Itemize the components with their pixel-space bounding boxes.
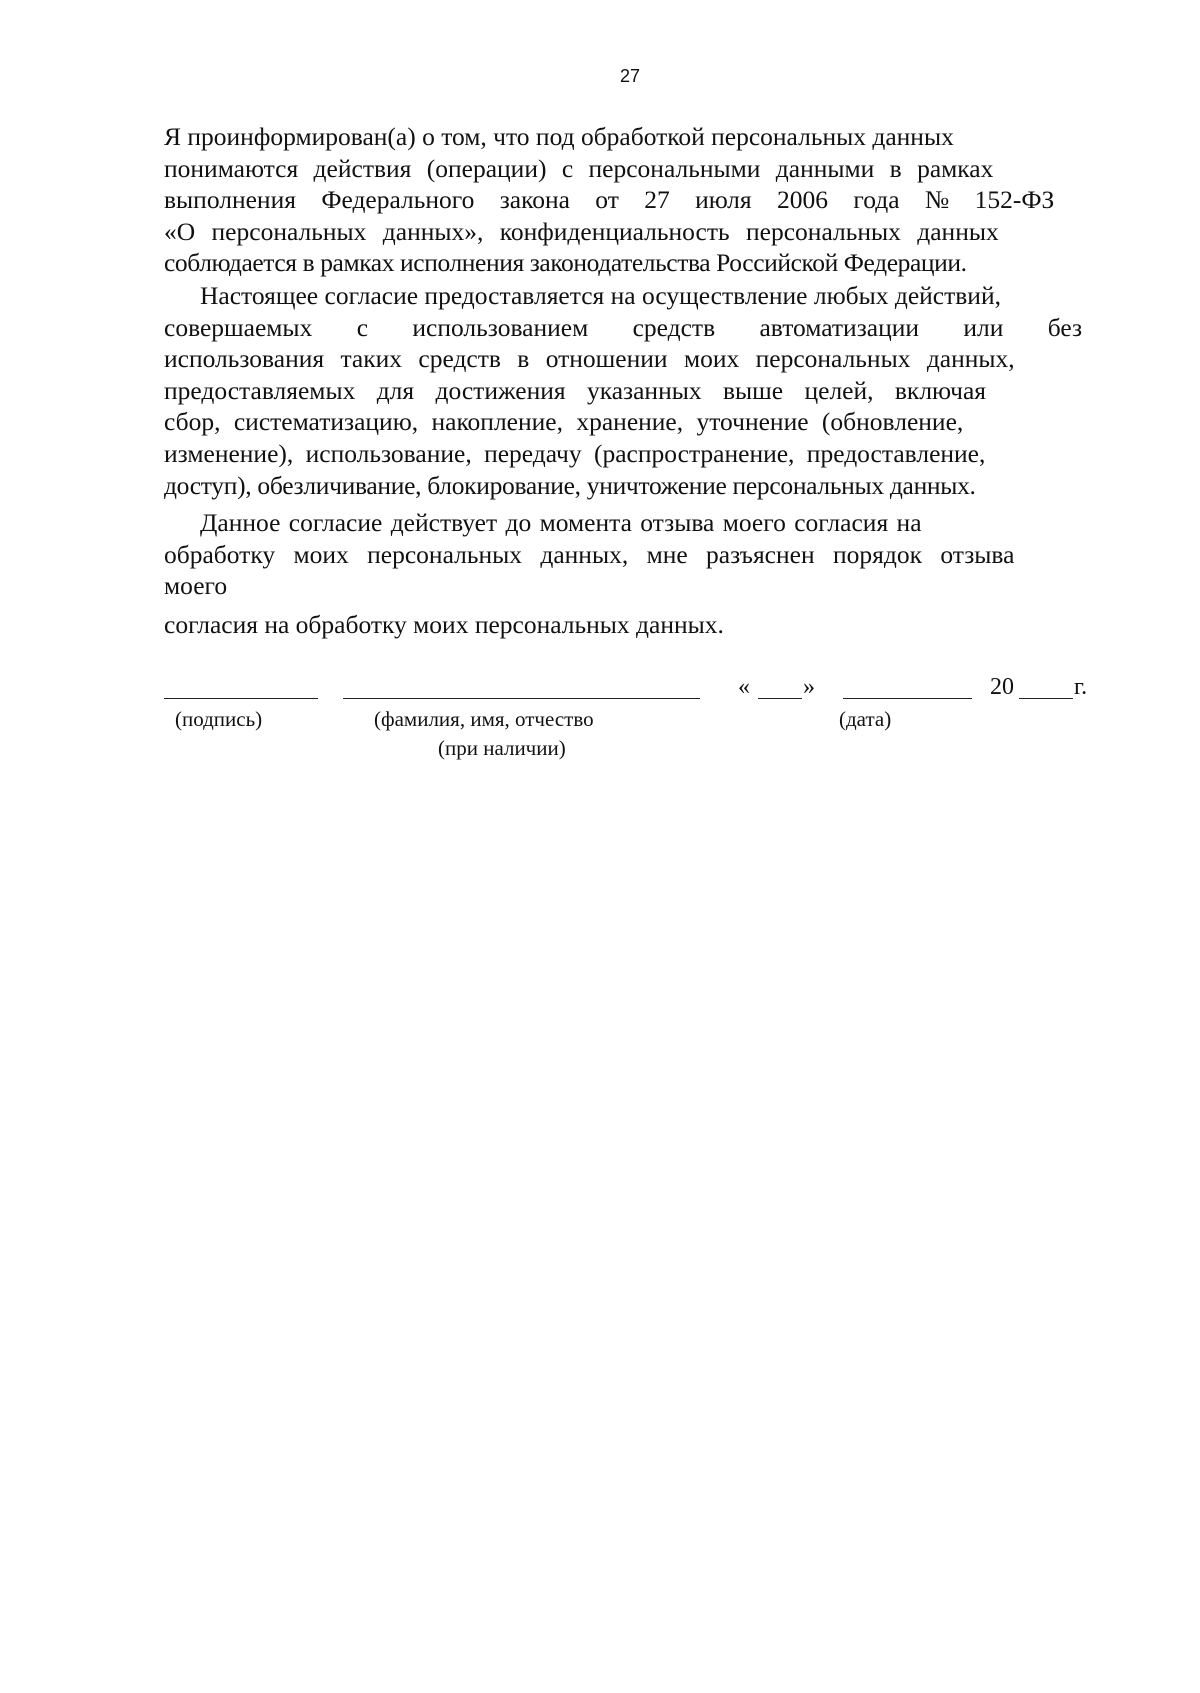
caption-full-name: (фамилия, имя, отчество bbox=[374, 707, 594, 731]
paragraph-line: Данное согласие действует до момента отзыва моего согласия на bbox=[200, 508, 922, 537]
paragraph-line: предоставляемых для достижения указанных выше целей, включая bbox=[164, 375, 986, 405]
paragraph-line: обработку моих персональных данных, мне разъяснен порядок отзыва bbox=[164, 539, 1015, 569]
year-line[interactable] bbox=[1019, 698, 1073, 699]
paragraph-line: Настоящее согласие предоставляется на осуществление любых действий, bbox=[200, 281, 1001, 310]
year-suffix: г. bbox=[1074, 674, 1088, 700]
paragraph-line: сбор, систематизацию, накопление, хранение, уточнение (обновление, bbox=[164, 407, 964, 437]
paragraph-line: совершаемых с использованием средств автоматизации или без bbox=[164, 312, 1083, 342]
page-number: 27 bbox=[619, 66, 641, 86]
paragraph-consent-duration bbox=[164, 507, 1096, 602]
paragraph-line: доступ), обезличивание, блокирование, уничтожение персональных данных. bbox=[164, 470, 976, 500]
paragraph-line: согласия на обработку моих персональных данных. bbox=[164, 610, 724, 639]
quote-open: « bbox=[738, 674, 750, 700]
paragraph-line: изменение), использование, передачу (распространение, предоставление, bbox=[164, 438, 986, 468]
caption-full-name-note: (при наличии) bbox=[438, 736, 566, 760]
paragraph-line: моего bbox=[164, 571, 228, 601]
paragraph-line: Я проинформирован(а) о том, что под обработкой персональных данных bbox=[164, 122, 954, 151]
signature-line[interactable] bbox=[164, 698, 318, 699]
paragraph-personal-data-definition bbox=[164, 121, 1096, 279]
paragraph-consent-scope bbox=[164, 280, 1096, 501]
month-line[interactable] bbox=[843, 698, 972, 699]
paragraph-line: выполнения Федерального закона от 27 июля 2006 года № 152-ФЗ bbox=[164, 185, 1055, 215]
paragraph-line: использования таких средств в отношении моих персональных данных, bbox=[164, 344, 1015, 374]
caption-signature: (подпись) bbox=[175, 707, 263, 731]
quote-close: » bbox=[803, 674, 815, 700]
caption-date: (дата) bbox=[839, 707, 892, 731]
paragraph-line: понимаются действия (операции) с персональными данными в рамках bbox=[164, 153, 994, 183]
year-prefix: 20 bbox=[990, 674, 1014, 700]
paragraph-line: соблюдается в рамках исполнения законодательства Российской Федерации. bbox=[164, 248, 967, 278]
full-name-line[interactable] bbox=[343, 698, 700, 699]
paragraph-line: «О персональных данных», конфиденциальность персональных данных bbox=[164, 216, 999, 246]
day-line[interactable] bbox=[758, 698, 802, 699]
